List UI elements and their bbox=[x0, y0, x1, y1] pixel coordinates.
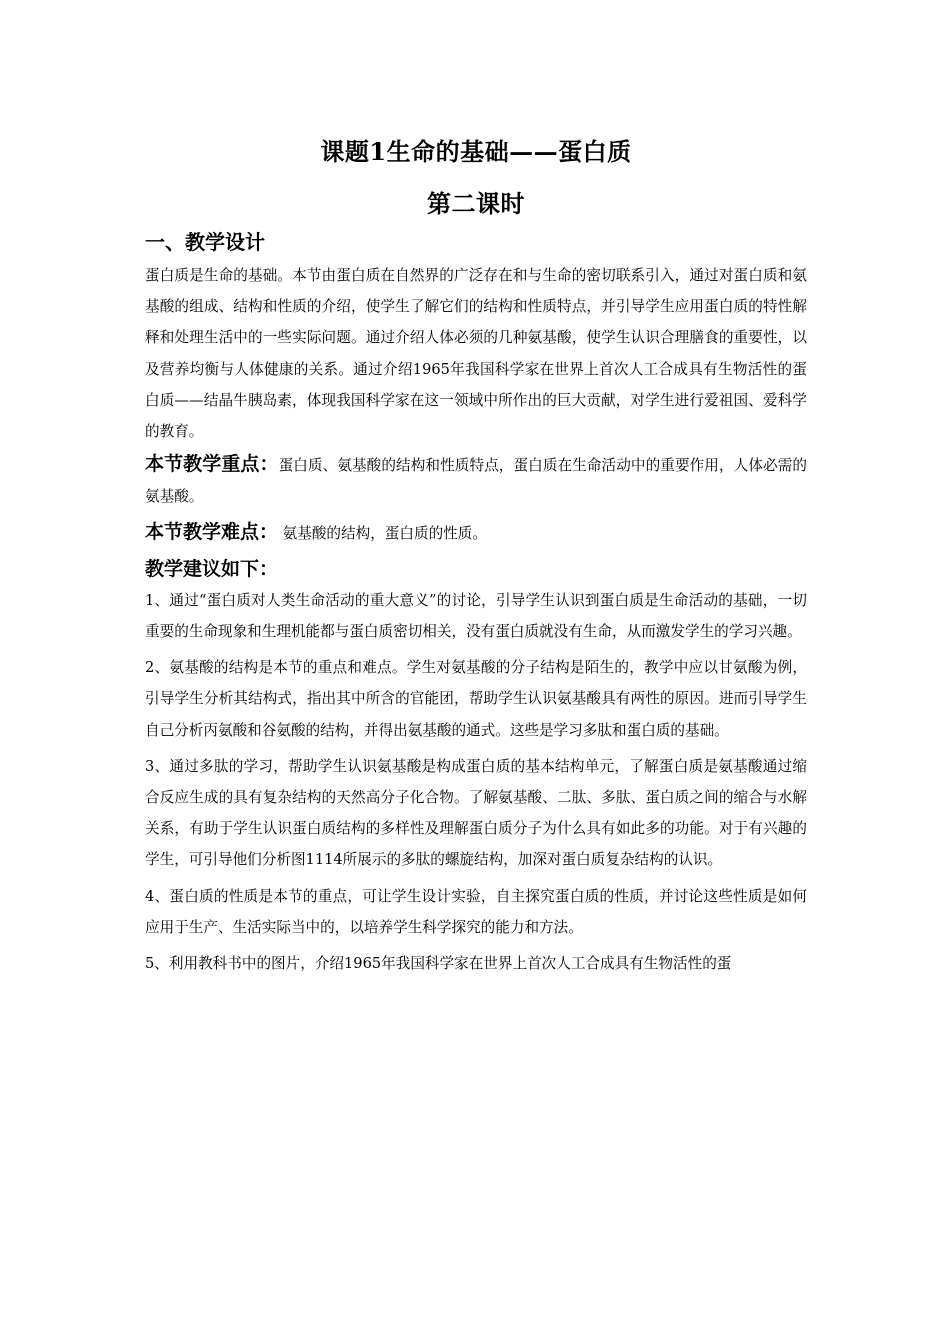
document-page bbox=[145, 130, 807, 984]
difficult-points bbox=[145, 517, 807, 549]
suggestion-item-3: 3、通过多肽的学习，帮助学生认识氨基酸是构成蛋白质的基本结构单元，了解蛋白质是氨基酸通过缩合反应生成的具有复杂结构的天然高分子化合物。了解氨基酸、二肽、多肽、蛋白质之间的缩合与水解关系，有助于学生认识蛋白质结构的多样性及理解蛋白质分子为什么具有如此多的功能。对于有兴趣的学生，可引导他们分析图1114所展示的多肽的螺旋结构，加深对蛋白质复杂结构的认识。 bbox=[145, 757, 807, 869]
difficult-points-label: 本节教学难点： bbox=[145, 520, 279, 543]
suggestion-item-4: 4、蛋白质的性质是本节的重点，可让学生设计实验，自主探究蛋白质的性质，并讨论这些性质是如何应用于生产、生活实际当中的，以培养学生科学探究的能力和方法。 bbox=[145, 887, 807, 936]
document-subtitle: 第二课时 bbox=[427, 189, 525, 218]
key-points-label: 本节教学重点： bbox=[145, 453, 279, 476]
key-points bbox=[145, 449, 807, 512]
document-title: 课题1生命的基础——蛋白质 bbox=[320, 137, 632, 166]
section-heading-teaching-design: 一、教学设计 bbox=[145, 230, 265, 254]
intro-paragraph: 蛋白质是生命的基础。本节由蛋白质在自然界的广泛存在和与生命的密切联系引入，通过对蛋白质和氨基酸的组成、结构和性质的介绍，使学生了解它们的结构和性质特点，并引导学生应用蛋白质的特性解释和处理生活中的一些实际问题。通过介绍人体必须的几种氨基酸，使学生认识合理膳食的重要性，以及营养均衡与人体健康的关系。通过介绍1965年我国科学家在世界上首次人工合成具有生物活性的蛋白质——结晶牛胰岛素，体现我国科学家在这一领域中所作出的巨大贡献，对学生进行爱祖国、爱科学的教育。 bbox=[145, 267, 807, 441]
difficult-points-text: 氨基酸的结构，蛋白质的性质。 bbox=[278, 524, 487, 542]
suggestions-heading: 教学建议如下： bbox=[145, 557, 279, 580]
key-points-text: 蛋白质、氨基酸的结构和性质特点，蛋白质在生命活动中的重要作用，人体必需的氨基酸。 bbox=[145, 457, 807, 506]
suggestion-item-5: 5、利用教科书中的图片，介绍1965年我国科学家在世界上首次人工合成具有生物活性的蛋 bbox=[145, 955, 732, 973]
suggestion-item-2: 2、氨基酸的结构是本节的重点和难点。学生对氨基酸的分子结构是陌生的，教学中应以甘氨酸为例，引导学生分析其结构式，指出其中所含的官能团，帮助学生认识氨基酸具有两性的原因。进而引导学生自己分析丙氨酸和谷氨酸的结构，并得出氨基酸的通式。这些是学习多肽和蛋白质的基础。 bbox=[145, 659, 807, 739]
suggestion-item-1: 1、通过“蛋白质对人类生命活动的重大意义”的讨论，引导学生认识到蛋白质是生命活动的基础，一切重要的生命现象和生理机能都与蛋白质密切相关，没有蛋白质就没有生命，从而激发学生的学习兴趣。 bbox=[145, 591, 807, 641]
